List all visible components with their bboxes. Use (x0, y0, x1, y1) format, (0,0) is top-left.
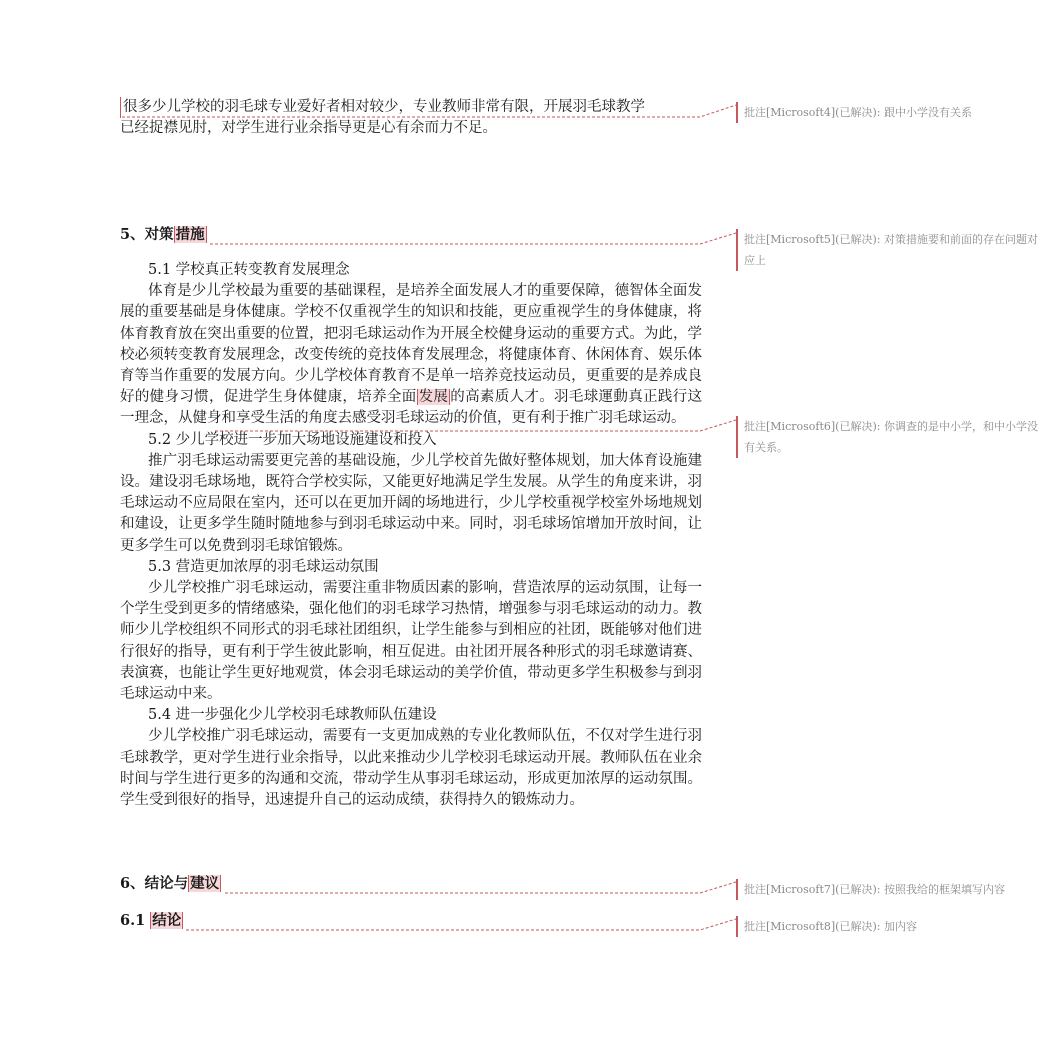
paragraph-top-line1[interactable]: 很多少儿学校的羽毛球专业爱好者相对较少，专业教师非常有限，开展羽毛球教学 (120, 97, 702, 118)
sub3-title: 5.3 营造更加浓厚的羽毛球运动氛围 (148, 558, 379, 575)
sub2-title: 5.2 少儿学校进一步加大场地设施建设和投入 (148, 431, 437, 448)
section6-highlight[interactable]: 建议 (190, 875, 220, 892)
comment-text: 加内容 (883, 920, 917, 933)
paragraph-top (120, 97, 702, 139)
paragraph-top-line2: 已经捉襟见肘，对学生进行业余指导更是心有余而力不足。 (120, 120, 497, 137)
section5-body (120, 260, 702, 811)
section6-1-heading (120, 910, 702, 931)
comment-label: 批注[Microsoft8](已解决): (744, 920, 881, 933)
comment-microsoft8[interactable] (736, 916, 1049, 937)
section6-1-highlight[interactable]: 结论 (152, 912, 182, 929)
sub2-body: 推广羽毛球运动需要更完善的基础设施，少儿学校首先做好整体规划，加大体育设施建设。建设羽毛球场地，既符合学校实际，又能更好地满足学生发展。从学生的角度来讲，羽毛球运动不应局限在室内，还可以在更加开阔的场地进行，少儿学校重视学校室外场地规划和建设，让更多学生随时随地参与到羽毛球运动中来。同时，羽毛球场馆增加开放时间，让更多学生可以免费到羽毛球馆锻炼。 (120, 452, 702, 554)
sub1-title: 5.1 学校真正转变教育发展理念 (148, 262, 350, 278)
comment-text: 你调查的是中小学，和中小学没有关系。 (744, 420, 1038, 454)
section6-number: 6、结论与 (120, 875, 189, 892)
comment-text: 按照我给的框架填写内容 (883, 883, 1005, 896)
section5-highlight[interactable]: 措施 (175, 226, 205, 243)
section6-heading (120, 873, 702, 894)
section5-number: 5、对策 (120, 226, 174, 243)
sub1-body-a: 体育是少儿学校最为重要的基础课程，是培养全面发展人才的重要保障，德智体全面发展的重要基础是身体健康。学校不仅重视学生的知识和技能，更应重视学生的身体健康，将体育教育放在突出重要的位置，把羽毛球运动作为开展全校健身运动的重要方式。为此，学校必须转变教育发展理念，改变传统的竞技体育发展理念，将健康体育、休闲体育、娱乐体育等当作重要的发展方向。少儿学校体育教育不是单一培养竞技运动员，更重要的是养成良好的健身习惯，促进学生身体健康，培养全面 (120, 283, 702, 406)
comment-microsoft5[interactable] (736, 229, 1042, 271)
comment-label: 批注[Microsoft5](已解决): (744, 233, 881, 246)
comment-microsoft6[interactable] (736, 416, 1042, 458)
comment-microsoft7[interactable] (736, 879, 1049, 900)
comment-label: 批注[Microsoft4](已解决): (744, 106, 881, 119)
sub3-body: 少儿学校推广羽毛球运动，需要注重非物质因素的影响，营造浓厚的运动氛围，让每一个学生受到更多的情绪感染，强化他们的羽毛球学习热情，增强参与羽毛球运动的动力。教师少儿学校组织不同形式的羽毛球社团组织，让学生能参与到相应的社团，既能够对他们进行很好的指导，更有利于学生彼此影响，相互促进。由社团开展各种形式的羽毛球邀请赛、表演赛，也能让学生更好地观赏，体会羽毛球运动的美学价值，带动更多学生积极参与到羽毛球运动中来。 (120, 580, 702, 703)
comment-microsoft4[interactable] (736, 102, 1049, 123)
section5-heading (120, 224, 702, 245)
comment-label: 批注[Microsoft7](已解决): (744, 883, 881, 896)
sub4-title: 5.4 进一步强化少儿学校羽毛球教师队伍建设 (148, 707, 437, 724)
comment-text: 对策措施要和前面的存在问题对应上 (744, 233, 1038, 267)
sub4-body: 少儿学校推广羽毛球运动，需要有一支更加成熟的专业化教师队伍，不仅对学生进行羽毛球教学，更对学生进行业余指导，以此来推动少儿学校羽毛球运动开展。教师队伍在业余时间与学生进行更多的沟通和交流，带动学生从事羽毛球运动，形成更加浓厚的运动氛围。学生受到很好的指导，迅速提升自己的运动成绩，获得持久的锻炼动力。 (120, 728, 702, 809)
sub1-body (120, 281, 702, 429)
sub1-body-b: 的高素质人才。羽毛球運動真正践行这一理念，从健身和享受生活的角度去感受羽毛球运动的价值，更有利于推广羽毛球运动。 (120, 389, 703, 427)
comment-text: 跟中小学没有关系 (883, 106, 972, 119)
section6-1-number: 6.1 (120, 912, 151, 929)
comment-label: 批注[Microsoft6](已解决): (744, 420, 881, 433)
sub1-body-highlight[interactable]: 发展 (418, 389, 449, 406)
